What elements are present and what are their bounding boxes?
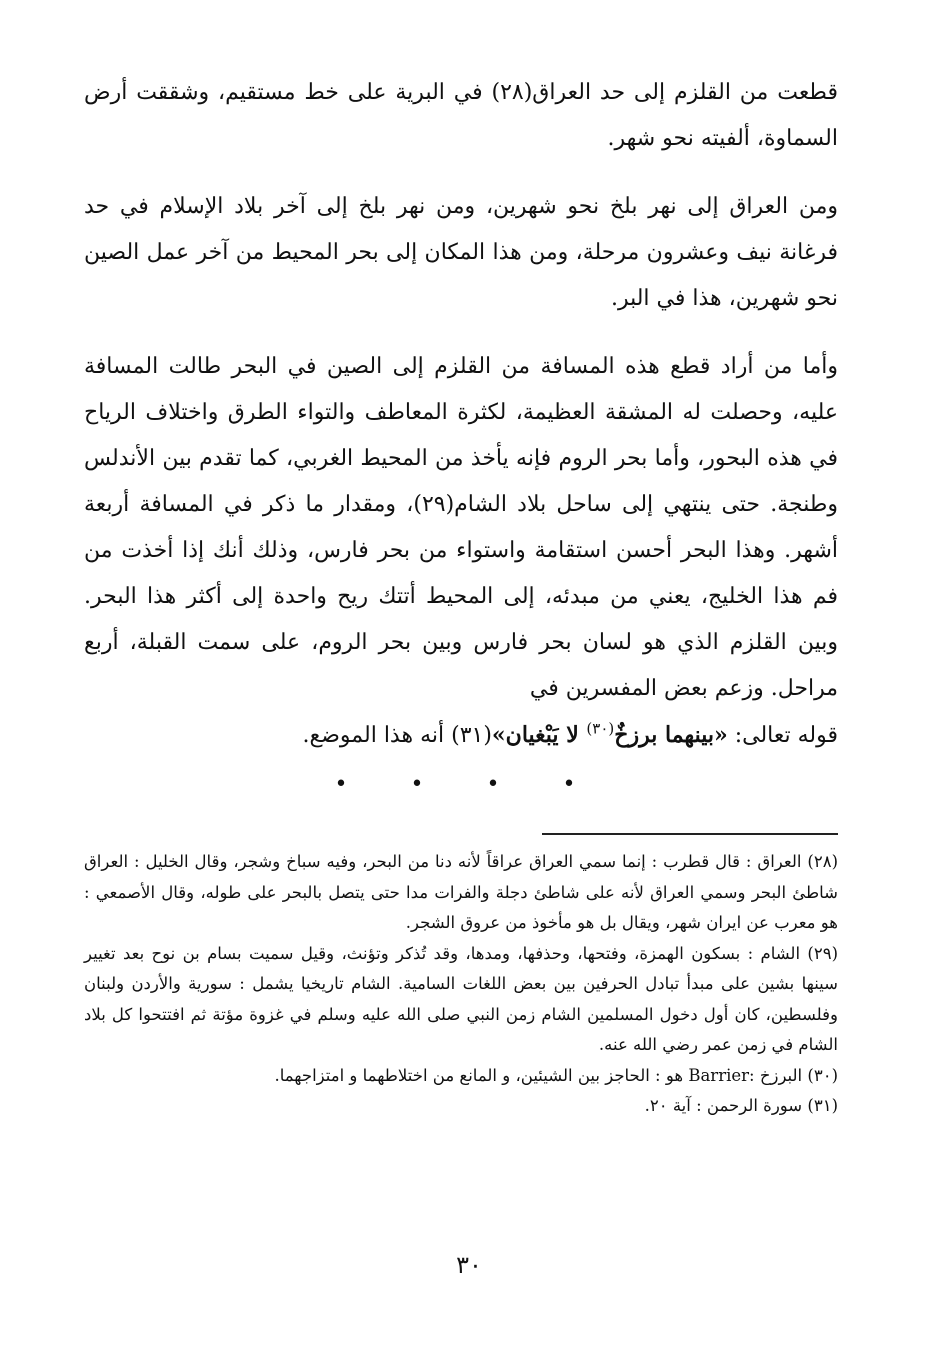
footnotes — [84, 847, 838, 1122]
paragraph-2: ومن العراق إلى نهر بلخ نحو شهرين، ومن نهر بلخ إلى آخر بلاد الإسلام في حد فرغانة نيف وعشرون مرحلة، ومن هذا المكان إلى بحر المحيط من آخر عمل الصين نحو شهرين، هذا في البر. — [84, 194, 838, 311]
footnote-31: (٣١) سورة الرحمن : آية ٢٠. — [644, 1096, 838, 1115]
footnote-ref-30: (٣٠) — [586, 719, 615, 738]
quran-quote-part-2: لا يَبْغيان» — [491, 722, 587, 748]
paragraph-3-tail: (٣١) أنه هذا الموضع. — [302, 723, 492, 748]
footnote-separator-rule — [542, 833, 838, 835]
quran-quote-part-1: «بينهما برزخٌ — [614, 722, 728, 748]
main-text — [84, 70, 838, 781]
footnote-30: (٣٠) البرزخ :Barrier هو : الحاجز بين الشيئين، و المانع من اختلاطهما و امتزاجهما. — [274, 1065, 838, 1085]
page-number: ٣٠ — [456, 1251, 482, 1279]
paragraph-3 — [84, 344, 838, 759]
paragraph-3-text: وأما من أراد قطع هذه المسافة من القلزم إلى الصين في البحر طالت المسافة عليه، وحصلت له المشقة العظيمة، لكثرة المعاطف والتواء الطرق واختلاف الرياح في هذه البحور، وأما بحر الروم فإنه يأخذ من المحيط الغربي، كما تقدم بين الأندلس وطنجة. حتى ينتهي إلى ساحل بلاد الشام(٢٩)، ومقدار ما ذكر في المسافة أربعة أشهر. وهذا البحر أحسن استقامة واستواء من بحر فارس، وذلك أنك إذا أخذت من فم هذا الخليج، يعني من مبدئه، إلى المحيط أتتك ريح واحدة إلى أكثر هذا البحر. وبين القلزم الذي هو لسان بحر فارس وبين بحر الروم، على سمت القبلة، أربع مراحل. وزعم بعض المفسرين في — [84, 354, 839, 701]
footnote-29: (٢٩) الشام : بسكون الهمزة، وفتحها، وحذفها، ومدها، وقد تُذكر وتؤنث، وقيل سميت بسام بن نوح بعد تغيير سينها بشين على مبدأ تبادل الحرفين بين بعض اللغات السامية. الشام تاريخيا يشمل : سورية والأردن ولبنان وفلسطين، كان أول دخول المسلمين الشام زمن النبي صلى الله عليه وسلم في غزوة مؤتة ثم افتتحوا كل بلاد الشام في زمن عمر رضي الله عنه. — [84, 943, 838, 1054]
paragraph-1: قطعت من القلزم إلى حد العراق(٢٨) في البرية على خط مستقيم، وشققت أرض السماوة، ألفيته نحو شهر. — [84, 80, 838, 151]
section-separator-dots: • • • • — [334, 772, 604, 797]
footnote-28: (٢٨) العراق : قال قطرب : إنما سمي العراق عراقاً لأنه دنا من البحر، وفيه سباخ وشجر، وقال الخليل : العراق شاطئ البحر وسمي العراق لأنه على شاطئ دجلة والفرات مدا حتى يتصل بالبحر على طوله، وقال الأصمعي : هو معرب عن ايران شهر، ويقال بل هو مأخوذ من عروق الشجر. — [84, 852, 838, 932]
paragraph-3-lead: قوله تعالى: — [727, 723, 838, 748]
